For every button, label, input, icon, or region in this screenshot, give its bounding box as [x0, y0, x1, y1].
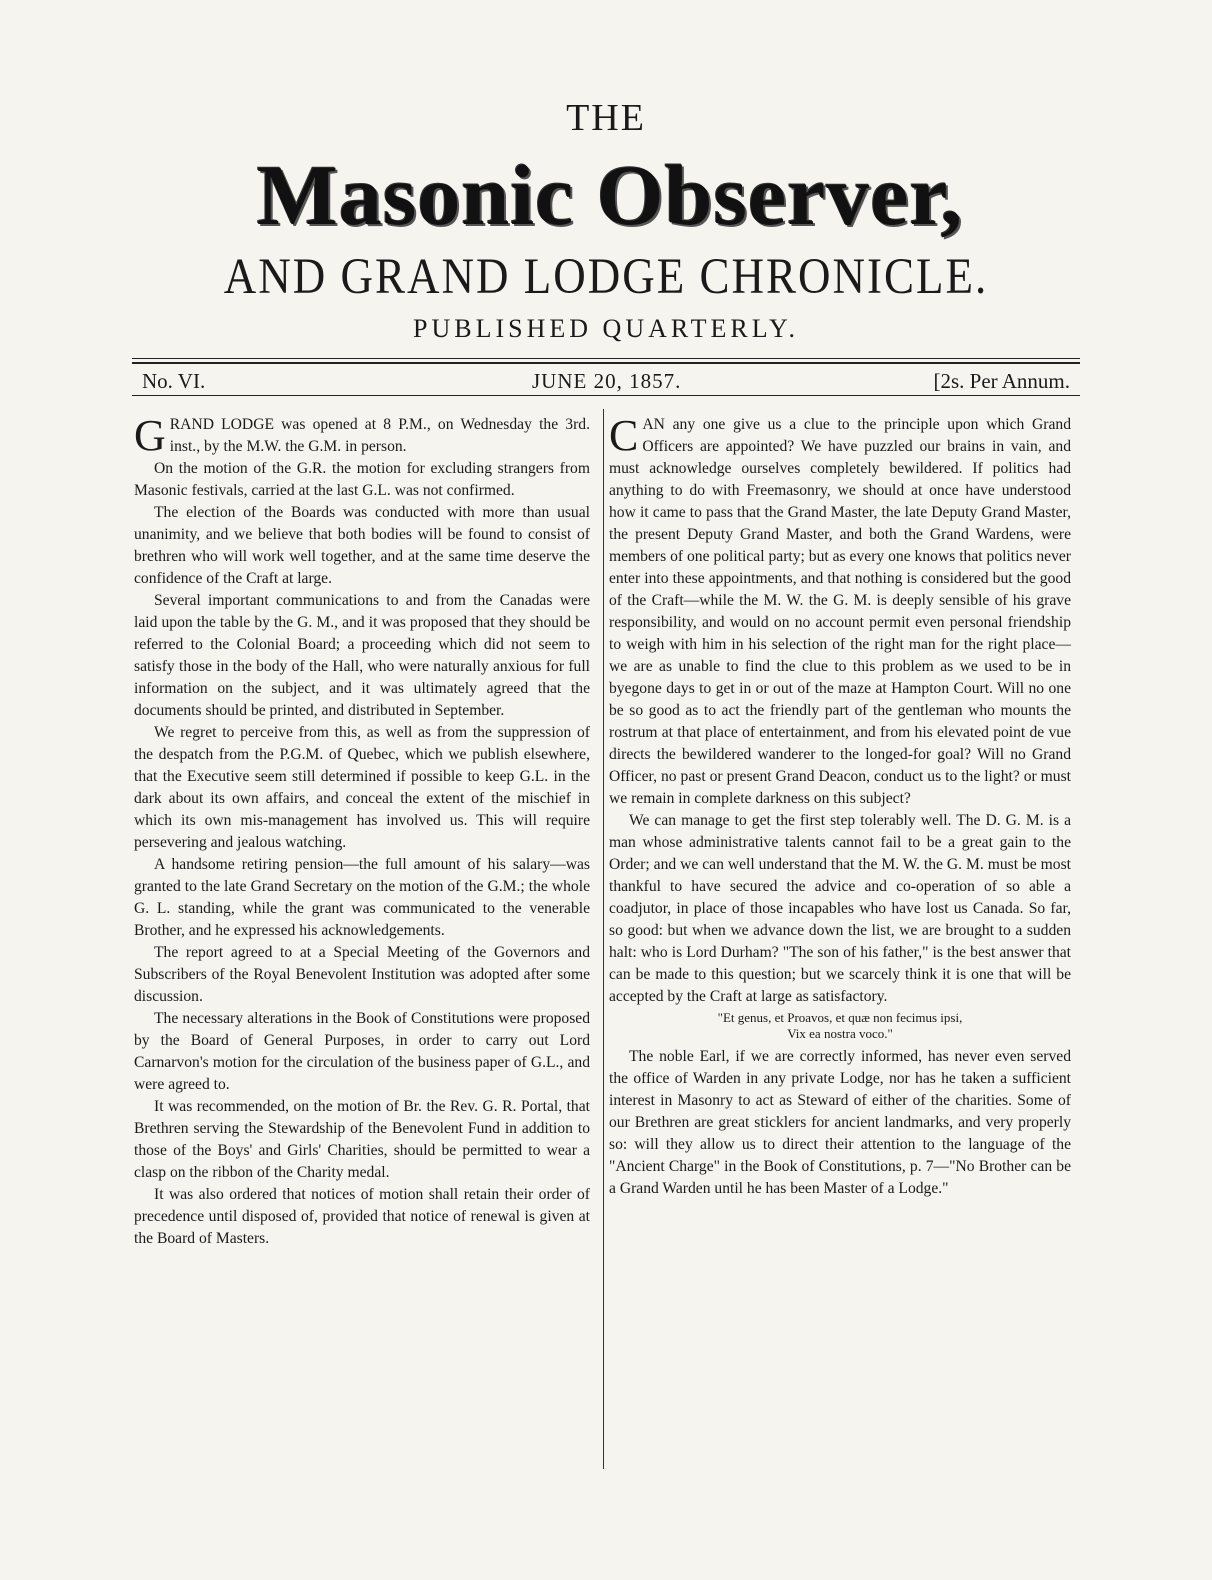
left-paragraph: GRAND LODGE was opened at 8 P.M., on Wednesday the 3rd. inst., by the M.W. the G.M. in person. [134, 411, 590, 460]
issue-date: JUNE 20, 1857. [532, 369, 682, 393]
left-paragraph: The necessary alterations in the Book of Constitutions were proposed by the Board of General Purposes, in order to carry out Lord Carnarvon's motion for the circulation of the business paper of G.L., and were agreed to. [134, 1010, 590, 1093]
right-paragraph: The noble Earl, if we are correctly informed, has never even served the office of Warden in any private Lodge, nor has he taken a sufficient interest in Masonry to act as Steward of either of the charities. Some of our Brethren are great sticklers for ancient landmarks, and very properly so: will they allow us to direct their attention to the language of the "Ancient Charge" in the Book of Constitutions, p. 7—"No Brother can be a Grand Warden until he has been Master of a Lodge." [609, 1048, 1071, 1197]
left-paragraph: It was recommended, on the motion of Br. the Rev. G. R. Portal, that Brethren serving the Stewardship of the Benevolent Fund in addition to those of the Boys' and Girls' Charities, should be permitted to wear a clasp on the ribbon of the Charity medal. [134, 1098, 590, 1181]
masthead-published: PUBLISHED QUARTERLY. [413, 314, 799, 343]
dateline [142, 364, 1070, 394]
left-paragraph: The election of the Boards was conducted with more than usual unanimity, and we believe that both bodies will be found to consist of brethren who will work well together, and at the same time deserve the confidence of the Craft at large. [134, 504, 590, 587]
masthead-title: Masonic Observer, [256, 147, 964, 243]
dropcap: C [609, 411, 639, 460]
left-paragraph: It was also ordered that notices of motion shall retain their order of precedence until disposed of, provided that notice of renewal is given at the Board of Masters. [134, 1186, 590, 1247]
left-paragraph: We regret to perceive from this, as well as from the suppression of the despatch from the P.G.M. of Quebec, which we publish elsewhere, that the Executive seem still determined if possible to keep G.L. in the dark about its own affairs, and conceal the extent of the mischief in which its own mis-management has involved us. This will require persevering and jealous watching. [134, 724, 590, 851]
right-column [609, 411, 1071, 1200]
masthead-subtitle: AND GRAND LODGE CHRONICLE. [223, 248, 989, 304]
top-rule [132, 358, 1080, 359]
left-column [134, 411, 590, 1250]
masthead-the: THE [566, 97, 646, 139]
column-divider [603, 409, 604, 1469]
bottom-rule [132, 395, 1080, 396]
right-paragraph: CAN any one give us a clue to the principle upon which Grand Officers are appointed? We have puzzled our brains in vain, and must acknowledge ourselves completely bewildered. If politics had anything to do with Freemasonry, we should at once have understood how it came to pass that the Grand Master, the late Deputy Grand Master, the present Deputy Grand Master, and both the Grand Wardens, were members of one political party; but as every one knows that politics never enter into these appointments, and that nothing is considered but the good of the Craft—while the M. W. the G. M. is deeply sensible of his grave responsibility, and would on no account permit even personal friendship to weigh with him in his selection of the right man for the right place—we are as unable to find the clue to this problem as we used to be in byegone days to get in or out of the maze at Hampton Court. Will no one be so good as to act the friendly part of the gentleman who mounts the rostrum at that place of entertainment, and from his elevated point de vue directs the bewildered wanderer to the longed-for goal? Will no Grand Officer, no past or present Grand Deacon, conduct us to the light? or must we remain in complete darkness on this subject? [609, 411, 1071, 807]
left-paragraph: On the motion of the G.R. the motion for excluding strangers from Masonic festivals, carried at the last G.L. was not confirmed. [134, 460, 590, 499]
left-paragraph: Several important communications to and from the Canadas were laid upon the table by the G. M., and it was proposed that they should be referred to the Colonial Board; a proceeding which did not seem to satisfy those in the body of the Hall, who were naturally anxious for full information on the subject, and it was ultimately agreed that the documents should be printed, and distributed in September. [134, 592, 590, 719]
latin-quote: "Et genus, et Proavos, et quæ non fecimus ipsi, Vix ea nostra voco." [717, 1010, 963, 1041]
issue-price: [2s. Per Annum. [933, 369, 1070, 393]
issue-number: No. VI. [142, 369, 206, 393]
left-paragraph: The report agreed to at a Special Meeting of the Governors and Subscribers of the Royal Benevolent Institution was adopted after some discussion. [134, 944, 590, 1005]
right-paragraph: We can manage to get the first step tolerably well. The D. G. M. is a man whose administrative talents cannot fail to be a great gain to the Order; and we can well understand that the M. W. the G. M. must be most thankful to have secured the advice and co-operation of so able a coadjutor, in place of those incapables who have lost us Canada. So far, so good: but when we advance down the list, we are brought to a sudden halt: who is Lord Durham? "The son of his father," is the best answer that can be made to this question; but we scarcely think it is one that will be accepted by the Craft at large as satisfactory. [609, 812, 1071, 1005]
dropcap: G [134, 411, 166, 460]
left-paragraph: A handsome retiring pension—the full amount of his salary—was granted to the late Grand Secretary on the motion of the G.M.; the whole G. L. standing, while the grant was communicated to the venerable Brother, and he expressed his acknowledgements. [134, 856, 590, 939]
